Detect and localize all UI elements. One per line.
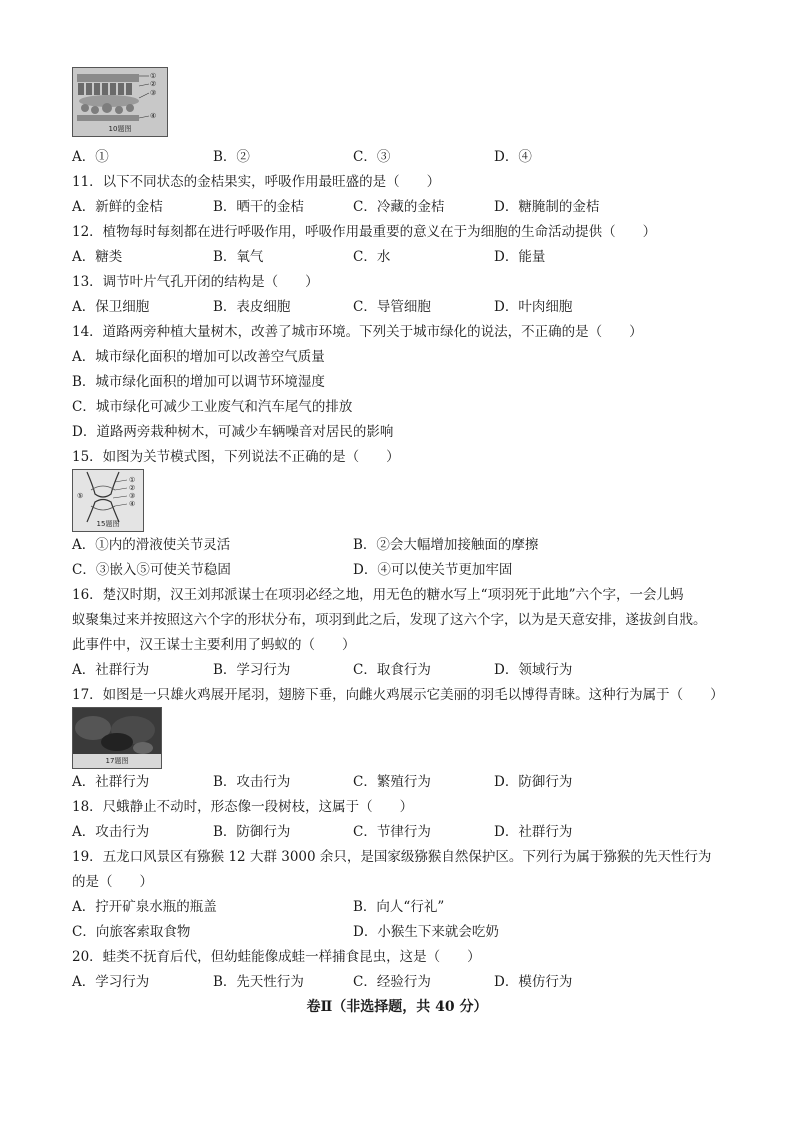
fig10-label-3: ③	[150, 89, 157, 97]
q10-options	[72, 147, 724, 167]
q17-option-a[interactable]: A．社群行为	[72, 774, 150, 790]
figure-10-leaf-section	[72, 67, 168, 137]
q17-option-b[interactable]: B．攻击行为	[213, 774, 291, 790]
q18-options	[72, 822, 724, 842]
q18-option-a[interactable]: A．攻击行为	[72, 824, 150, 840]
q14-stem: 14．道路两旁种植大量树木，改善了城市环境。下列关于城市绿化的说法，不正确的是（ ）	[72, 324, 643, 340]
q10-option-d[interactable]: D．④	[494, 149, 532, 165]
q15-option-a[interactable]: A．①内的滑液使关节灵活	[72, 537, 231, 553]
q13-option-d[interactable]: D．叶肉细胞	[494, 299, 573, 315]
q19-options-row1	[72, 897, 724, 917]
q19-stem-line-1: 19．五龙口风景区有猕猴 12 大群 3000 余只，是国家级猕猴自然保护区。下列行为属于猕猴的先天性行为	[72, 849, 712, 865]
q20-options	[72, 972, 724, 992]
q19-option-d[interactable]: D．小猴生下来就会吃奶	[353, 924, 499, 940]
figure-10-caption: 10题图	[108, 125, 132, 133]
q20-option-d[interactable]: D．模仿行为	[494, 974, 573, 990]
q13-option-c[interactable]: C．导管细胞	[353, 299, 431, 315]
q12-option-c[interactable]: C．水	[353, 249, 391, 265]
q11-option-a[interactable]: A．新鲜的金桔	[72, 199, 163, 215]
q11-option-b[interactable]: B．晒干的金桔	[213, 199, 304, 215]
q16-stem-line-1: 16．楚汉时期，汉王刘邦派谋士在项羽必经之地，用无色的糖水写上“项羽死于此地”六个字，一会儿蚂	[72, 587, 684, 603]
q15-stem: 15．如图为关节模式图，下列说法不正确的是（ ）	[72, 449, 400, 465]
figure-17-turkey-photo	[72, 707, 162, 769]
q10-option-c[interactable]: C．③	[353, 149, 391, 165]
q19-option-c[interactable]: C．向旅客索取食物	[72, 924, 191, 940]
figure-15-caption: 15题图	[96, 520, 120, 528]
q19-option-b[interactable]: B．向人“行礼”	[353, 899, 445, 915]
q20-option-c[interactable]: C．经验行为	[353, 974, 431, 990]
q18-option-c[interactable]: C．节律行为	[353, 824, 431, 840]
fig15-label-3: ③	[129, 492, 136, 500]
q17-option-c[interactable]: C．繁殖行为	[353, 774, 431, 790]
q16-option-d[interactable]: D．领域行为	[494, 662, 573, 678]
q16-option-a[interactable]: A．社群行为	[72, 662, 150, 678]
q10-option-a[interactable]: A．①	[72, 149, 109, 165]
q12-option-d[interactable]: D．能量	[494, 249, 546, 265]
q12-stem: 12．植物每时每刻都在进行呼吸作用，呼吸作用最重要的意义在于为细胞的生命活动提供（ ）	[72, 224, 657, 240]
q14-option-b[interactable]: B．城市绿化面积的增加可以调节环境湿度	[72, 374, 325, 390]
q12-options	[72, 247, 724, 267]
q13-stem: 13．调节叶片气孔开闭的结构是（ ）	[72, 274, 319, 290]
fig10-label-4: ④	[150, 112, 157, 120]
q15-option-c[interactable]: C．③嵌入⑤可使关节稳固	[72, 562, 231, 578]
q18-option-b[interactable]: B．防御行为	[213, 824, 291, 840]
fig10-label-2: ②	[150, 80, 157, 88]
q15-option-b[interactable]: B．②会大幅增加接触面的摩擦	[353, 537, 539, 553]
q11-options	[72, 197, 724, 217]
q18-stem: 18．尺蛾静止不动时，形态像一段树枝，这属于（ ）	[72, 799, 414, 815]
q16-stem-line-3: 此事件中，汉王谋士主要利用了蚂蚁的（ ）	[72, 637, 356, 653]
q15-option-d[interactable]: D．④可以使关节更加牢固	[353, 562, 513, 578]
q12-option-a[interactable]: A．糖类	[72, 249, 123, 265]
q20-option-b[interactable]: B．先天性行为	[213, 974, 304, 990]
q19-option-a[interactable]: A．拧开矿泉水瓶的瓶盖	[72, 899, 217, 915]
fig15-label-2: ②	[129, 484, 136, 492]
q16-options	[72, 660, 724, 680]
q20-stem: 20．蛙类不抚育后代，但幼蛙能像成蛙一样捕食昆虫，这是（ ）	[72, 949, 481, 965]
q11-option-d[interactable]: D．糖腌制的金桔	[494, 199, 600, 215]
q19-stem-line-2: 的是（ ）	[72, 874, 153, 890]
fig15-label-1: ①	[129, 476, 136, 484]
q17-options	[72, 772, 724, 792]
q17-stem: 17．如图是一只雄火鸡展开尾羽，翅膀下垂，向雌火鸡展示它美丽的羽毛以博得青睐。这种行为属于（ ）	[72, 687, 724, 703]
q18-option-d[interactable]: D．社群行为	[494, 824, 573, 840]
q13-option-b[interactable]: B．表皮细胞	[213, 299, 291, 315]
figure-17-caption: 17题图	[105, 757, 129, 765]
q14-option-c[interactable]: C．城市绿化可减少工业废气和汽车尾气的排放	[72, 399, 353, 415]
q16-option-c[interactable]: C．取食行为	[353, 662, 431, 678]
q13-option-a[interactable]: A．保卫细胞	[72, 299, 150, 315]
q11-option-c[interactable]: C．冷藏的金桔	[353, 199, 445, 215]
fig10-label-1: ①	[150, 72, 157, 80]
q20-option-a[interactable]: A．学习行为	[72, 974, 150, 990]
q14-option-a[interactable]: A．城市绿化面积的增加可以改善空气质量	[72, 349, 325, 365]
q17-option-d[interactable]: D．防御行为	[494, 774, 573, 790]
q15-options-row2	[72, 560, 724, 580]
q14-option-d[interactable]: D．道路两旁栽种树木，可减少车辆噪音对居民的影响	[72, 424, 394, 440]
q19-options-row2	[72, 922, 724, 942]
q16-stem-line-2: 蚁聚集过来并按照这六个字的形状分布，项羽到此之后，发现了这六个字，以为是天意安排，遂拔剑自戕。	[72, 612, 707, 628]
q10-option-b[interactable]: B．②	[213, 149, 250, 165]
q11-stem: 11．以下不同状态的金桔果实，呼吸作用最旺盛的是（ ）	[72, 174, 441, 190]
q15-options-row1	[72, 535, 724, 555]
section-2-title: 卷Ⅱ（非选择题，共 40 分）	[306, 999, 488, 1015]
figure-15-joint-diagram	[72, 469, 144, 532]
fig15-label-5: ⑤	[77, 492, 84, 500]
fig15-label-4: ④	[129, 500, 136, 508]
q13-options	[72, 297, 724, 317]
q16-option-b[interactable]: B．学习行为	[213, 662, 291, 678]
q12-option-b[interactable]: B．氧气	[213, 249, 264, 265]
